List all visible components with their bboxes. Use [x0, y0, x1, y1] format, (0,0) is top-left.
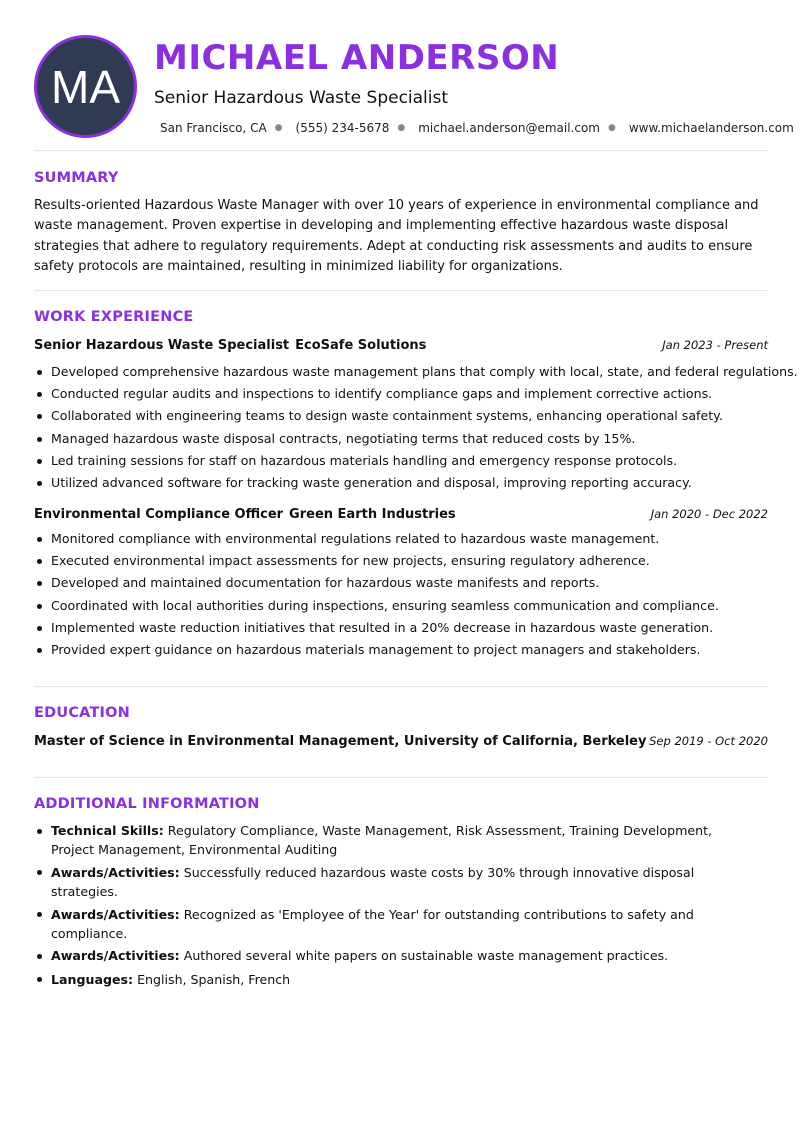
- summary-text: Results-oriented Hazardous Waste Manager with over 10 years of experience in environmental compliance and waste management. Proven expertise in developing and implementing effective hazardous waste disposal strategies that adhere to regulatory requirements. Adept at conducting risk assessments and audits to ensure safety protocols are maintained, resulting in minimized liability for organizations.: [34, 198, 759, 274]
- list-item: [34, 821, 734, 860]
- item-text: Regulatory Compliance, Waste Management, Risk Assessment, Training Development, Project Management, Environmental Auditing: [51, 823, 713, 858]
- education-degree: Master of Science in Environmental Management, University of California, Berkeley: [34, 734, 647, 749]
- list-item: [34, 905, 734, 944]
- list-item: Developed and maintained documentation for hazardous waste manifests and reports.: [34, 572, 774, 594]
- job-header: [34, 507, 768, 522]
- list-item: Implemented waste reduction initiatives that resulted in a 20% decrease in hazardous waste generation.: [34, 617, 774, 639]
- job-role: Senior Hazardous Waste Specialist: [34, 338, 290, 353]
- list-item: Collaborated with engineering teams to design waste containment systems, enhancing operational safety.: [34, 405, 774, 427]
- item-text: Authored several white papers on sustainable waste management practices.: [183, 948, 669, 964]
- list-item: Monitored compliance with environmental regulations related to hazardous waste management.: [34, 528, 774, 550]
- experience-heading: WORK EXPERIENCE: [34, 309, 194, 325]
- item-text: Recognized as 'Employee of the Year' for outstanding contributions to safety and compliance.: [51, 906, 694, 942]
- bullet-separator-icon: ●: [397, 123, 406, 133]
- list-item: Conducted regular audits and inspections to identify compliance gaps and implement corrective actions.: [34, 383, 774, 405]
- list-item: [34, 863, 734, 902]
- bullet-separator-icon: ●: [607, 123, 616, 133]
- additional-heading: ADDITIONAL INFORMATION: [34, 796, 260, 812]
- additional-list: [34, 821, 734, 992]
- bullet-separator-icon: ●: [274, 123, 283, 133]
- education-divider: [34, 777, 767, 778]
- item-label: Awards/Activities:: [51, 948, 180, 964]
- summary-heading: SUMMARY: [34, 170, 119, 186]
- candidate-name: MICHAEL ANDERSON: [154, 38, 560, 78]
- job-role: Environmental Compliance Officer: [34, 507, 284, 522]
- item-label: Technical Skills:: [51, 823, 164, 838]
- education-dates: Sep 2019 - Oct 2020: [649, 734, 768, 748]
- job-bullets: [34, 528, 774, 661]
- list-item: [34, 970, 734, 989]
- contact-email[interactable]: michael.anderson@email.com: [418, 121, 600, 135]
- job-title-line: [34, 338, 426, 353]
- contact-bar: [160, 121, 794, 135]
- job-dates: Jan 2020 - Dec 2022: [650, 507, 768, 521]
- list-item: Managed hazardous waste disposal contracts, negotiating terms that reduced costs by 15%.: [34, 428, 774, 450]
- job-dates: Jan 2023 - Present: [662, 338, 768, 352]
- summary-divider: [34, 290, 767, 291]
- contact-website[interactable]: www.michaelanderson.com: [628, 121, 794, 135]
- job-header: [34, 338, 768, 353]
- education-heading: EDUCATION: [34, 705, 131, 721]
- list-item: Led training sessions for staff on hazardous materials handling and emergency response protocols.: [34, 450, 774, 472]
- contact-phone: (555) 234-5678: [295, 121, 390, 135]
- job-company: Green Earth Industries: [289, 507, 456, 522]
- job-bullets: [34, 361, 798, 494]
- candidate-title: Senior Hazardous Waste Specialist: [154, 88, 449, 108]
- item-text: English, Spanish, French: [137, 971, 291, 987]
- contact-location: San Francisco, CA: [160, 121, 267, 135]
- avatar-initials: MA: [51, 60, 120, 113]
- list-item: Developed comprehensive hazardous waste management plans that comply with local, state, and federal regulations.: [34, 361, 774, 383]
- list-item: Utilized advanced software for tracking waste generation and disposal, improving reporting accuracy.: [34, 472, 774, 494]
- experience-divider: [34, 686, 767, 687]
- item-label: Awards/Activities:: [51, 864, 180, 880]
- item-label: Awards/Activities:: [51, 906, 180, 922]
- education-entry: [34, 734, 768, 749]
- job-title-line: [34, 507, 456, 522]
- header-divider: [34, 150, 767, 151]
- item-text: Successfully reduced hazardous waste costs by 30% through innovative disposal strategies.: [51, 864, 695, 900]
- job-company: EcoSafe Solutions: [295, 338, 427, 353]
- list-item: [34, 946, 734, 965]
- item-label: Languages:: [51, 971, 134, 987]
- list-item: Executed environmental impact assessments for new projects, ensuring regulatory adherence.: [34, 550, 774, 572]
- list-item: Coordinated with local authorities during inspections, ensuring seamless communication and compliance.: [34, 595, 774, 617]
- list-item: Provided expert guidance on hazardous materials management to project managers and stakeholders.: [34, 639, 774, 661]
- avatar: [34, 35, 137, 138]
